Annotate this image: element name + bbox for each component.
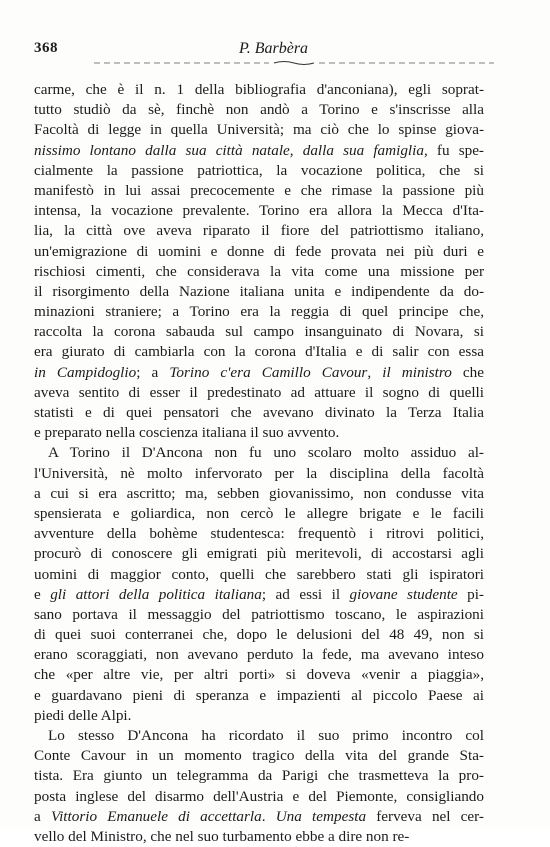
text-line: di quei suoi conterranei che, dopo le delusioni del 48 49, non si — [34, 626, 484, 644]
text-line: a Vittorio Emanuele di accettarla. Una tempesta ferveva nel cer- — [34, 807, 484, 825]
text-line: intensa, la vocazione prevalente. Torino era allora la Mecca d'Ita- — [34, 202, 484, 220]
text-line: Lo stesso D'Ancona ha ricordato il suo primo incontro col — [48, 727, 484, 744]
text-line: Conte Cavour in un momento tragico della vita del grande Sta- — [34, 747, 484, 765]
text-line: manifestò in lui assai precocemente e che rimase la passione più — [34, 181, 484, 199]
text-line: posta inglese del disarmo dell'Austria e del Piemonte, consigliando — [34, 787, 484, 805]
text-line: e guardavano pieni di speranza e impazienti al piccolo Paese ai — [34, 686, 484, 704]
text-line: statisti e di quei pensatori che avevano divinato la Terza Italia — [34, 404, 484, 421]
body-text — [34, 80, 484, 847]
text-line: nissimo lontano dalla sua città natale, dalla sua famiglia, fu spe- — [34, 141, 484, 159]
text-line: e gli attori della politica italiana; ad essi il giovane studente pi- — [34, 585, 484, 603]
text-line: erano scoraggiati, non avevano perduto la fede, ma avevano inteso — [34, 646, 484, 664]
text-line: era giurato di cambiarla con la corona d'Italia e di salir con essa — [34, 343, 484, 361]
text-line: avventure della bohème studentesca: frequentò i ritrovi politici, — [34, 525, 484, 543]
text-line: lia, la città ove aveva riparato il fiore del patriottismo italiano, — [34, 222, 484, 240]
text-line: piedi delle Alpi. — [34, 706, 132, 724]
text-line: in Campidoglio; a Torino c'era Camillo Cavour, il ministro che — [34, 363, 484, 381]
text-line: procurò di conoscere gli emigrati più meritevoli, di accostarsi agli — [34, 545, 484, 563]
text-line: il risorgimento della Nazione italiana unita e indipendente da do- — [34, 282, 484, 300]
text-line: rischiosi cimenti, che considerava la vita come una missione per — [34, 262, 484, 280]
text-line: A Torino il D'Ancona non fu uno scolaro molto assiduo al- — [48, 444, 484, 462]
text-line: vello del Ministro, che nel suo turbamento ebbe a dire non re- — [34, 827, 410, 845]
text-line: tutto studiò da sè, finchè non andò a Torino e s'inscrisse alla — [34, 101, 484, 119]
running-title: P. Barbèra — [239, 40, 309, 57]
page-number: 368 — [34, 40, 58, 56]
text-line: che «per altre vie, per altri porti» si doveva «venir a piaggia», — [34, 666, 484, 684]
text-line: sano portava il messaggio del patriottismo toscano, le aspirazioni — [34, 605, 484, 623]
header-rule-ornament — [94, 60, 494, 66]
text-line: raccolta la corona sabauda sul campo insanguinato di Novara, si — [34, 323, 484, 341]
text-line: carme, che è il n. 1 della bibliografia d'anconiana), egli soprat- — [34, 81, 484, 98]
text-line: minazioni straniere; a Torino era la reggia di quel principe che, — [34, 303, 484, 321]
text-line: Facoltà di legge in quella Università; ma ciò che lo spinse giova- — [34, 121, 484, 139]
page-header — [34, 40, 504, 68]
text-line: aveva sentito di esser il predestinato ad attuare il sogno di quelli — [34, 383, 484, 401]
text-line: spensierata e goliardica, non cercò le allegre brigate e le facili — [34, 504, 484, 522]
text-line: uomini di maggior conto, quelli che sarebbero stati gli ispiratori — [34, 565, 484, 583]
text-line: un'emigrazione di uomini e donne di fede provata nei più duri e — [34, 242, 484, 260]
text-line: tista. Era giunto un telegramma da Parigi che trasmetteva la pro- — [34, 767, 484, 785]
text-line: cialmente la passione patriottica, la vocazione politica, che si — [34, 161, 484, 179]
text-line: l'Università, nè molto infervorato per la disciplina della facoltà — [34, 464, 484, 482]
text-line: a cui si era ascritto; ma, sebben giovanissimo, non condusse vita — [34, 484, 484, 502]
text-line: e preparato nella coscienza italiana il suo avvento. — [34, 424, 340, 442]
